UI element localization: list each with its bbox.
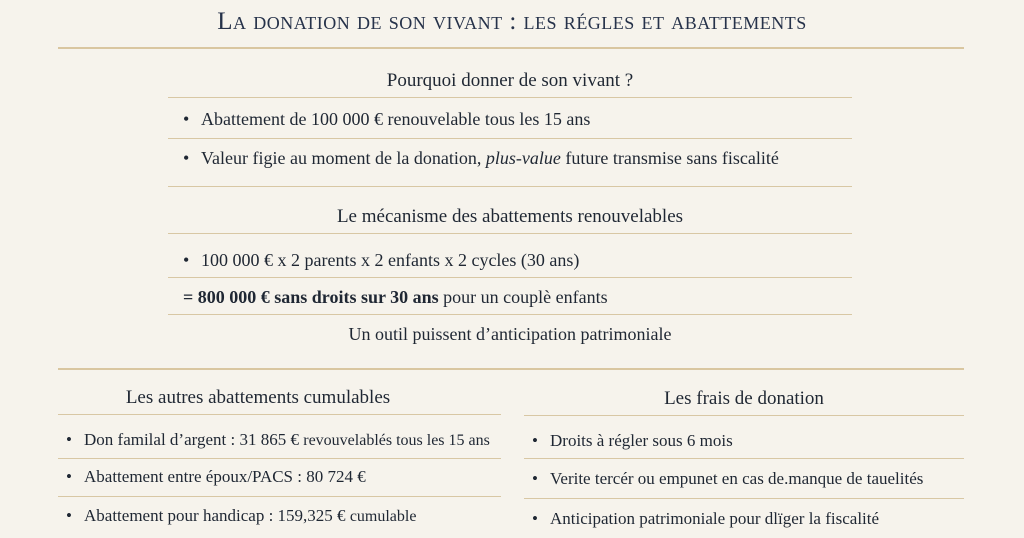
list-item-text: Abattement pour handicap : 159,325 € — [84, 506, 346, 525]
row-divider — [58, 458, 501, 459]
bullet: • — [66, 506, 72, 525]
list-item-text: Droits à régler sous 6 mois — [550, 431, 733, 450]
columns-divider — [58, 368, 964, 370]
bullet: • — [532, 431, 538, 450]
row-divider — [524, 458, 964, 459]
right-col-heading: Les frais de donation — [664, 388, 824, 409]
result-line — [183, 287, 608, 308]
result-bold: = 800 000 € sans droits sur 30 ans — [183, 287, 439, 307]
list-item — [183, 250, 579, 271]
bullet: • — [183, 109, 190, 129]
bullet: • — [66, 430, 72, 449]
plus-value-emphasis: plus-value — [485, 148, 561, 168]
row-divider — [524, 498, 964, 499]
section1-end-divider — [168, 186, 852, 187]
list-item-text: Don familal d’argent : 31 865 € — [84, 430, 299, 449]
page-title: La donation de son vivant : les régles et abattements — [217, 8, 807, 35]
list-item-text: 100 000 € x 2 parents x 2 enfants x 2 cycles (30 ans) — [201, 250, 580, 270]
right-col-divider — [524, 415, 964, 416]
list-item — [183, 148, 779, 169]
section2-tagline: Un outil puissent d’anticipation patrimoniale — [348, 324, 672, 344]
bullet: • — [183, 250, 190, 270]
section2-divider — [168, 233, 852, 234]
bullet: • — [532, 509, 538, 528]
section2-heading: Le mécanisme des abattements renouvelables — [336, 206, 684, 227]
list-item — [532, 431, 733, 451]
bullet: • — [66, 467, 72, 486]
row-divider — [168, 138, 852, 139]
list-item — [66, 467, 366, 487]
list-item-note: revouvelablés tous les 15 ans — [303, 432, 490, 449]
section1-divider — [168, 97, 852, 98]
list-item-text-rest: future transmise sans fiscalité — [565, 148, 779, 168]
list-item-text: Valeur figie au moment de la donation, — [201, 148, 482, 168]
list-item — [66, 430, 490, 450]
bullet: • — [183, 148, 190, 168]
row-divider — [168, 314, 852, 315]
row-divider — [168, 277, 852, 278]
list-item-text: Verite tercér ou empunet en cas de.manque de tauelités — [550, 469, 924, 488]
left-col-divider — [58, 414, 501, 415]
list-item-text: Abattement de 100 000 € renouvelable tous les 15 ans — [201, 109, 591, 129]
title-divider — [58, 47, 964, 49]
list-item — [183, 109, 590, 130]
list-item — [532, 509, 879, 529]
left-col-heading: Les autres abattements cumulables — [125, 387, 391, 408]
list-item — [532, 469, 923, 489]
list-item-text: Anticipation patrimoniale pour dlïger la fiscalité — [550, 509, 880, 528]
section1-heading: Pourquoi donner de son vivant ? — [386, 70, 634, 91]
result-rest: pour un couplè enfants — [443, 287, 608, 307]
list-item-note: cumulable — [349, 508, 417, 525]
row-divider — [58, 496, 501, 497]
bullet: • — [532, 469, 538, 488]
list-item-text: Abattement entre époux/PACS : 80 724 € — [84, 467, 366, 486]
list-item — [66, 506, 416, 526]
